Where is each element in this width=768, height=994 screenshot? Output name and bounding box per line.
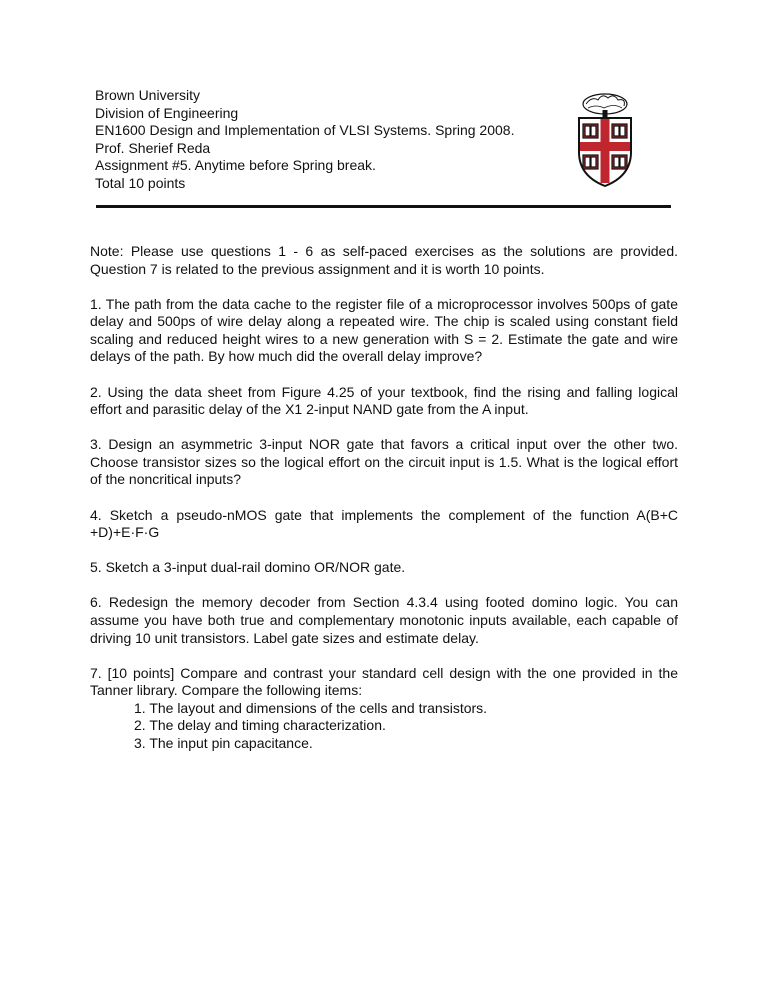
course-title: EN1600 Design and Implementation of VLSI Systems. Spring 2008. bbox=[95, 122, 515, 139]
question-3: 3. Design an asymmetric 3-input NOR gate that favors a critical input over the other two. Choose transistor sizes so the logical effort on the circuit input is 1.5. What is the logical effort of the noncritical inputs? bbox=[90, 436, 678, 488]
question-1: 1. The path from the data cache to the register file of a microprocessor involves 500ps of gate delay and 500ps of wire delay along a repeated wire. The chip is scaled using constant field scaling and reduced height wires to a new generation with S = 2. Estimate the gate and wire delays of the path. By how much did the overall delay improve? bbox=[90, 295, 678, 365]
brown-university-logo bbox=[574, 90, 636, 190]
list-item: 1. The layout and dimensions of the cells and transistors. bbox=[134, 699, 488, 716]
total-points: Total 10 points bbox=[95, 174, 186, 191]
question-4: 4. Sketch a pseudo-nMOS gate that implements the complement of the function A(B+C +D)+E·F·G bbox=[90, 506, 678, 541]
list-item: 3. The input pin capacitance. bbox=[134, 734, 313, 751]
university-name: Brown University bbox=[95, 87, 201, 103]
question-6: 6. Redesign the memory decoder from Section 4.3.4 using footed domino logic. You can assume you have both true and complementary monotonic inputs available, each capable of driving 10 unit transistors. Label gate sizes and estimate delay. bbox=[90, 594, 678, 646]
question-5: 5. Sketch a 3-input dual-rail domino OR/NOR gate. bbox=[90, 559, 406, 576]
tree-icon bbox=[583, 94, 627, 118]
document-header bbox=[95, 87, 514, 193]
note-paragraph: Note: Please use questions 1 - 6 as self-paced exercises as the solutions are provided. Question 7 is related to the previous assignment and it is worth 10 points. bbox=[90, 243, 678, 277]
header-divider bbox=[96, 205, 671, 208]
list-item: 2. The delay and timing characterization. bbox=[134, 717, 386, 734]
comparison-items bbox=[90, 700, 678, 753]
assignment-body bbox=[90, 243, 678, 753]
professor-name: Prof. Sherief Reda bbox=[95, 139, 211, 156]
question-7: 7. [10 points] Compare and contrast your standard cell design with the one provided in the Tanner library. Compare the following items: bbox=[90, 664, 678, 699]
division-name: Division of Engineering bbox=[95, 104, 239, 121]
question-2: 2. Using the data sheet from Figure 4.25 of your textbook, find the rising and falling logical effort and parasitic delay of the X1 2-input NAND gate from the A input. bbox=[90, 383, 678, 418]
assignment-title: Assignment #5. Anytime before Spring break. bbox=[95, 157, 376, 174]
